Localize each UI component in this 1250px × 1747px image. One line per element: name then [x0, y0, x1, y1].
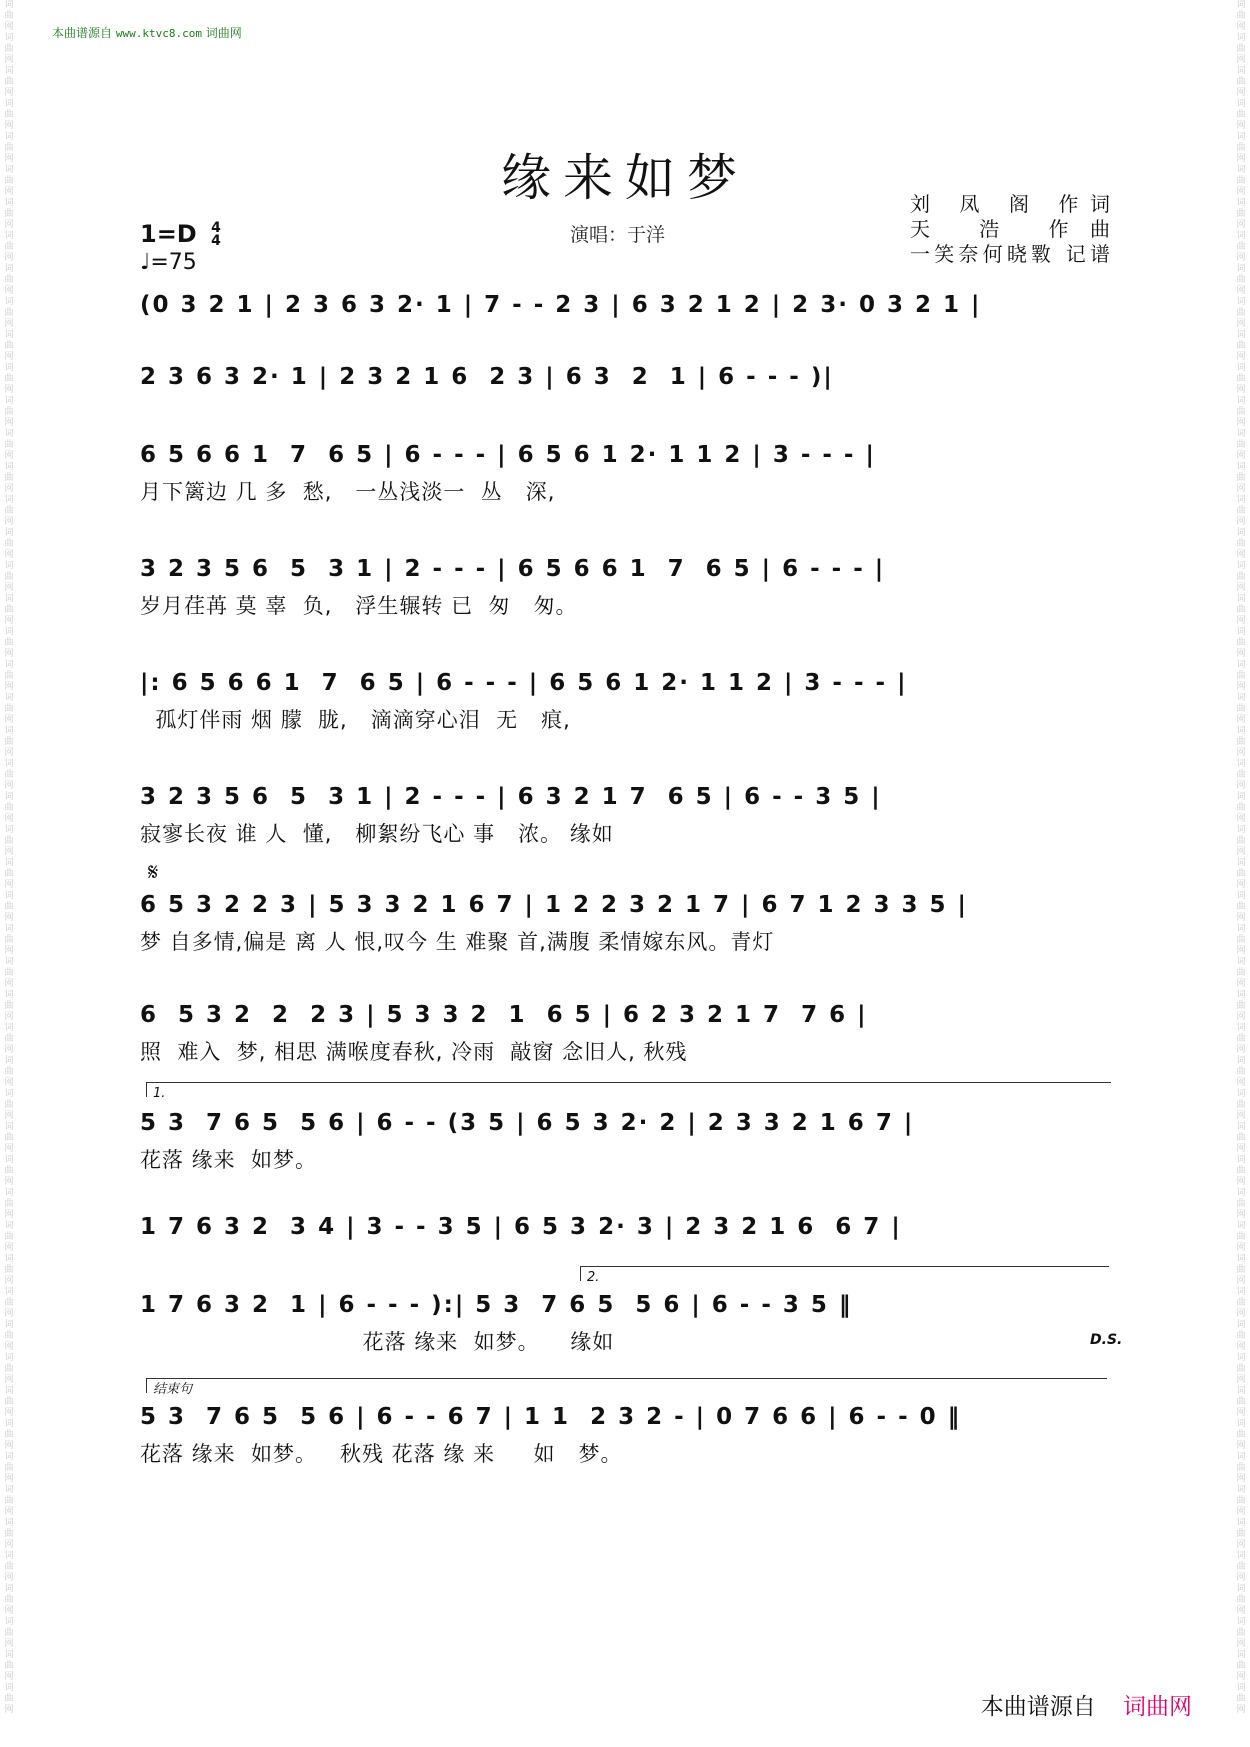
source-label: 本曲谱源自	[52, 26, 113, 40]
lyrics-line: 花落 缘来 如梦。	[140, 1148, 318, 1172]
score-line-7	[140, 890, 1110, 956]
singer-credit: 演唱：于洋	[570, 224, 666, 246]
song-title: 缘来如梦	[501, 149, 749, 207]
volta-1-bracket	[146, 1082, 1111, 1101]
notes-line: 3 2 3 5 6 5 3 1 | 2 - - - | 6 5 6 6 1 7 6 5 | 6 - - - |	[140, 556, 886, 582]
score-line-6	[140, 782, 1110, 848]
time-sig-top: 4	[211, 220, 221, 236]
volta-1-label: 1.	[153, 1086, 166, 1101]
composer-credit: 天 浩 作曲	[910, 217, 1110, 241]
notes-line: 6 5 3 2 2 2 3 | 5 3 3 2 1 6 5 | 6 2 3 2 1 7 7 6 |	[140, 1002, 868, 1028]
lyrics-line: 梦 自多情,偏是 离 人 恨,叹今 生 难聚 首,满腹 柔情嫁东风。青灯	[140, 930, 775, 954]
key-label: 1=D	[140, 220, 197, 248]
source-footer	[981, 1688, 1192, 1721]
notes-line: 5 3 7 6 5 5 6 | 6 - - 6 7 | 1 1 2 3 2 - | 0 7 6 6 | 6 - - 0 ‖	[140, 1404, 962, 1430]
notes-line: 5 3 7 6 5 5 6 | 6 - - (3 5 | 6 5 3 2· 2 | 2 3 3 2 1 6 7 |	[140, 1110, 915, 1136]
score-line-8	[140, 1000, 1110, 1066]
notes-line: 2 3 6 3 2· 1 | 2 3 2 1 6 2 3 | 6 3 2 1 | 6 - - - )|	[140, 364, 834, 390]
score-line-11	[140, 1290, 1110, 1356]
segno-mark: 𝄋	[148, 858, 159, 886]
score-line-2	[140, 362, 1110, 392]
transcriber-credit: 一笑奈何晓斁 记谱	[910, 242, 1110, 266]
source-url[interactable]: www.ktvc8.com	[115, 27, 202, 40]
key-signature	[140, 220, 221, 248]
lyrics-line: 孤灯伴雨 烟 朦 胧, 滴滴穿心泪 无 痕,	[140, 708, 571, 732]
watermark-right: 词曲网词曲网词曲网词曲网词曲网词曲网词曲网词曲网词曲网词曲网词曲网词曲网词曲网词曲网词曲网词曲网词曲网词曲网词曲网词曲网词曲网词曲网词曲网词曲网词曲网词曲网词曲网词曲网词曲网词曲网词曲网词曲网词曲网词曲网词曲网词曲网词曲网词曲网词曲网词曲网词曲网词曲网词曲网词曲网词曲网词曲网词曲网词曲网词曲网词曲网词曲网词曲网	[1236, 0, 1246, 1715]
notes-line: (0 3 2 1 | 2 3 6 3 2· 1 | 7 - - 2 3 | 6 3 2 1 2 | 2 3· 0 3 2 1 |	[140, 292, 982, 318]
time-sig-bottom: 4	[211, 233, 221, 249]
volta-2-bracket	[580, 1266, 1109, 1285]
lyrics-line: 照 难入 梦, 相思 满喉度春秋, 冷雨 敲窗 念旧人, 秋残	[140, 1040, 688, 1064]
tempo-marking: ♩=75	[140, 250, 197, 275]
notes-line: 1 7 6 3 2 1 | 6 - - - ):| 5 3 7 6 5 5 6 | 6 - - 3 5 ‖	[140, 1292, 853, 1318]
score-line-4	[140, 554, 1110, 620]
source-site: 词曲网	[205, 26, 242, 40]
lyrics-line: 月下篱边 几 多 愁, 一丛浅淡一 丛 深,	[140, 480, 556, 504]
ending-bracket	[146, 1378, 1107, 1397]
ending-label: 结束句	[153, 1382, 193, 1397]
notes-line: |: 6 5 6 6 1 7 6 5 | 6 - - - | 6 5 6 1 2· 1 1 2 | 3 - - - |	[140, 670, 908, 696]
lyrics-line: 花落 缘来 如梦。 秋残 花落 缘 来 如 梦。	[140, 1442, 623, 1466]
lyrics-line: 岁月荏苒 莫 辜 负, 浮生辗转 已 匆 匆。	[140, 594, 578, 618]
score-line-3	[140, 440, 1110, 506]
score-line-1	[140, 290, 1110, 320]
notes-line: 1 7 6 3 2 3 4 | 3 - - 3 5 | 6 5 3 2· 3 | 2 3 2 1 6 6 7 |	[140, 1214, 902, 1240]
score-line-9	[140, 1108, 1110, 1174]
source-footer-site[interactable]: 词曲网	[1123, 1694, 1192, 1720]
watermark-left: 词曲网词曲网词曲网词曲网词曲网词曲网词曲网词曲网词曲网词曲网词曲网词曲网词曲网词曲网词曲网词曲网词曲网词曲网词曲网词曲网词曲网词曲网词曲网词曲网词曲网词曲网词曲网词曲网词曲网词曲网词曲网词曲网词曲网词曲网词曲网词曲网词曲网词曲网词曲网词曲网词曲网词曲网词曲网词曲网词曲网词曲网词曲网词曲网词曲网词曲网词曲网词曲网	[4, 0, 14, 1715]
notes-line: 3 2 3 5 6 5 3 1 | 2 - - - | 6 3 2 1 7 6 5 | 6 - - 3 5 |	[140, 784, 882, 810]
volta-2-label: 2.	[587, 1270, 600, 1285]
score-line-5	[140, 668, 1110, 734]
source-footer-label: 本曲谱源自	[980, 1694, 1096, 1720]
lyrics-line: 寂寥长夜 谁 人 懂, 柳絮纷飞心 事 浓。 缘如	[140, 822, 614, 846]
score-line-12	[140, 1402, 1110, 1468]
notes-line: 6 5 3 2 2 3 | 5 3 3 2 1 6 7 | 1 2 2 3 2 1 7 | 6 7 1 2 3 3 5 |	[140, 892, 968, 918]
lyricist-credit: 刘 凤 阁 作词	[910, 192, 1110, 216]
ds-marking: D.S.	[1090, 1332, 1123, 1348]
credits-block	[910, 192, 1110, 267]
score-line-10	[140, 1212, 1110, 1242]
notes-line: 6 5 6 6 1 7 6 5 | 6 - - - | 6 5 6 1 2· 1 1 2 | 3 - - - |	[140, 442, 876, 468]
source-header	[52, 24, 242, 41]
time-signature	[211, 222, 221, 248]
lyrics-line: 花落 缘来 如梦。 缘如	[140, 1330, 615, 1354]
